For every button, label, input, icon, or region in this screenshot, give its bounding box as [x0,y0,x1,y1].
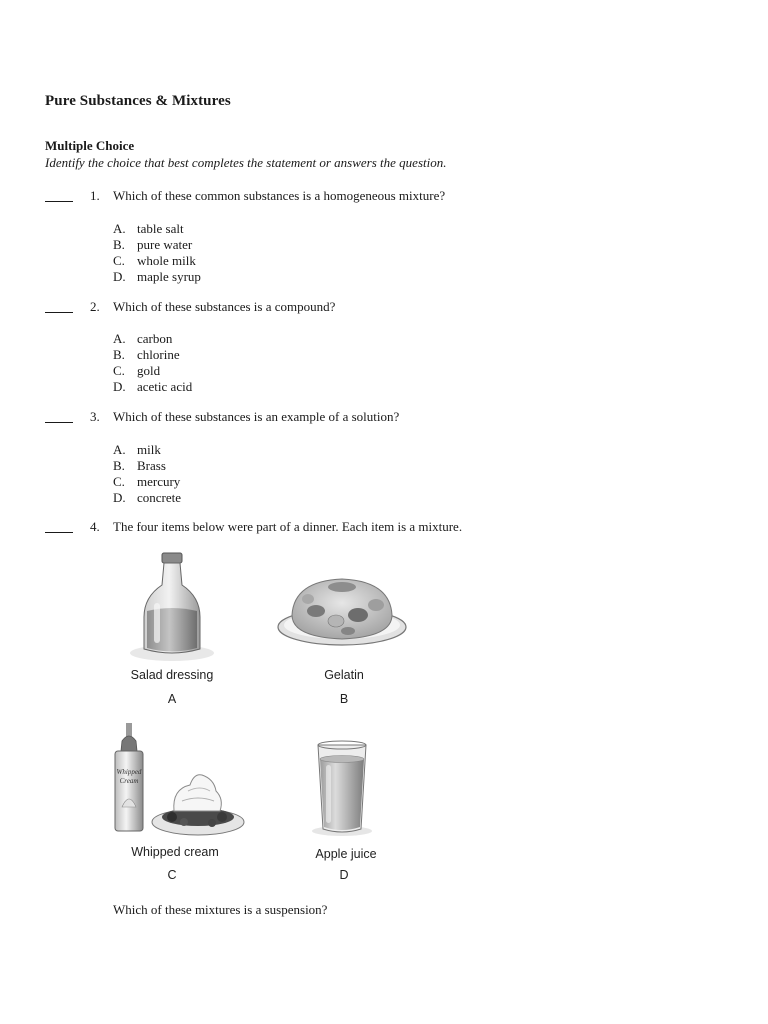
item-b-name: Gelatin [324,668,364,682]
question-text: Which of these substances is a compound? [113,299,336,314]
page-title: Pure Substances & Mixtures [45,93,231,109]
choice-c: C. mercury [113,474,181,489]
section-heading: Multiple Choice [45,138,135,153]
apple-juice-glass-icon [312,741,372,836]
question-text: The four items below were part of a dinner. Each item is a mixture. [113,519,463,534]
choice-c: C. gold [113,363,161,378]
question-number: 4. [90,519,100,534]
dinner-items-figure [110,545,430,885]
can-label-line1: Whipped [116,768,142,776]
question-number: 1. [90,188,100,203]
instructions: Identify the choice that best completes the statement or answers the question. [45,155,447,170]
item-d-letter: D [339,868,349,882]
choice-list [113,442,181,506]
choice-d: D. concrete [113,490,182,505]
choice-a: A. milk [113,442,161,457]
item-a-letter: A [167,692,177,706]
choice-b: B. Brass [113,458,166,473]
question-number: 2. [90,299,100,314]
choice-a: A. table salt [113,221,184,236]
question-followup: Which of these mixtures is a suspension? [113,902,328,917]
whipped-cream-can-icon [115,723,143,831]
choice-c: C. whole milk [113,253,196,268]
item-d-name: Apple juice [315,847,377,861]
question-number: 3. [90,409,100,424]
choice-list [113,221,201,285]
question-text: Which of these common substances is a homogeneous mixture? [113,188,446,203]
question-text: Which of these substances is an example of a solution? [113,409,400,424]
choice-d: D. maple syrup [113,269,201,284]
item-b-letter: B [339,692,349,706]
answer-blank-4[interactable] [45,532,73,533]
choice-b: B. chlorine [113,347,180,362]
choice-a: A. carbon [113,331,173,346]
answer-blank-2[interactable] [45,312,73,313]
choice-list [113,331,192,395]
choice-b: B. pure water [113,237,193,252]
choice-d: D. acetic acid [113,379,193,394]
can-label-line2: Cream [119,777,139,785]
item-c-name: Whipped cream [131,845,219,859]
dessert-plate-icon [152,775,244,835]
gelatin-mold-icon [278,579,406,645]
dinner-items-illustration [110,545,430,885]
answer-blank-3[interactable] [45,422,73,423]
item-c-letter: C [167,868,177,882]
item-a-name: Salad dressing [130,668,214,682]
answer-blank-1[interactable] [45,201,73,202]
salad-dressing-bottle-icon [130,553,214,661]
